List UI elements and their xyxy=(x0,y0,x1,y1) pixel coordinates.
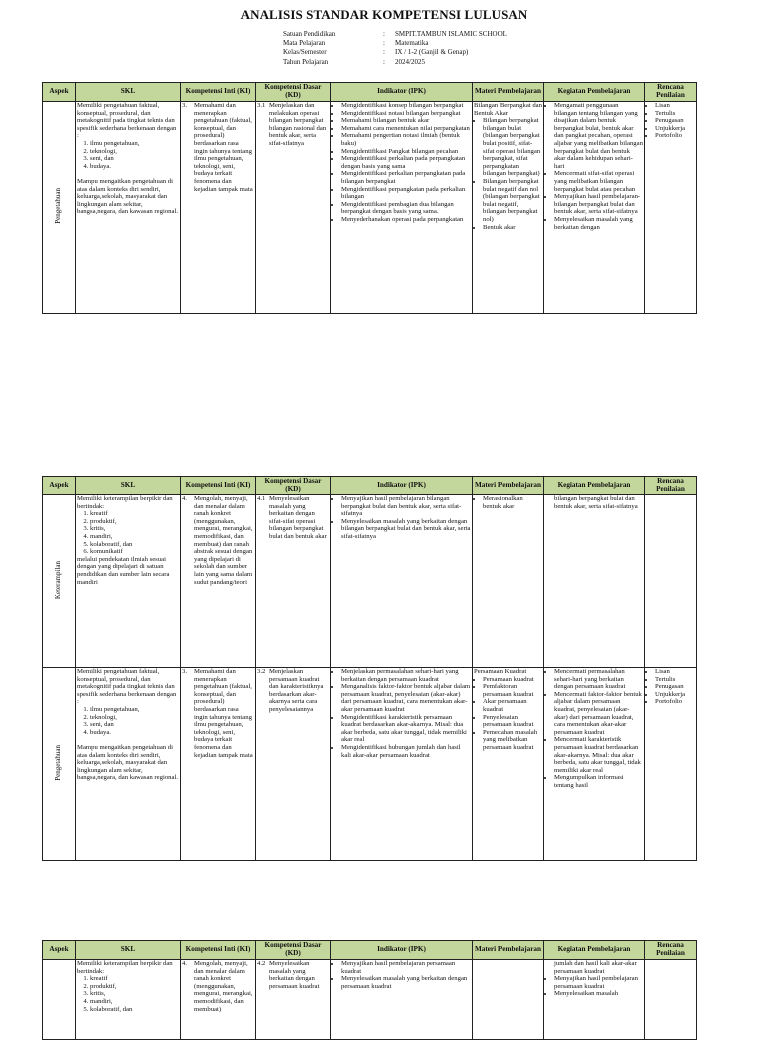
header-kegiatan: Kegiatan Pembelajaran xyxy=(544,477,645,495)
header-kd: Kompetensi Dasar (KD) xyxy=(256,477,331,495)
header-penilaian: Rencana Penilaian xyxy=(645,477,697,495)
aspect-cell: Pengetahuan xyxy=(43,102,76,314)
header-aspek: Aspek xyxy=(43,83,76,102)
skl-table-1 xyxy=(42,82,697,314)
ipk-cell: • Menjelaskan permasalahan sehari-hari yang berkaitan dengan persamaan kuadrat • Menganalisis faktor-faktor bentuk aljabar dalam persamaan kuadrat, penyelesaian (akar-akar) dari persamaan kuadrat, cara menentukan akar-akar persamaan kuadrat • Mengidentifikasi karakteristik persamaan kuadrat berdasarkan akar-akarnya. Misal: dua akar berbeda, satu akar tunggal, tidak memiliki akar real • Mengidentifikasi hubungan jumlah dan hasil kali akar-akar persamaan kuadrat xyxy=(331,668,473,861)
skl-table-2 xyxy=(42,476,697,861)
materi-cell: Bilangan Berpangkat dan Bentuk Akar • Bilangan berpangkat bilangan bulat (bilangan berpangkat bulat positif, sifat-sifat operasi bilangan berpangkat, sifat perpangkatan bilangan berpangkat) • Bilangan berpangkat bulat negatif dan nol (bilangan berpangkat bulat negatif, bilangan berpangkat nol) • Bentuk akar xyxy=(473,102,544,314)
header-kegiatan: Kegiatan Pembelajaran xyxy=(544,941,645,960)
table-header-row xyxy=(43,941,697,960)
meta-row: Kelas/Semester : IX / 1-2 (Ganjil & Genap) xyxy=(283,48,469,57)
kegiatan-cell: jumlah dan hasil kali akar-akar persamaan kuadrat • Menyajikan hasil pembelajaran persamaan kuadrat • Menyelesaikan masalah xyxy=(544,960,645,1040)
table-header-row xyxy=(43,477,697,495)
meta-row: Satuan Pendidikan : SMPIT.TAMBUN ISLAMIC SCHOOL xyxy=(283,30,507,38)
header-skl: SKL xyxy=(76,83,181,102)
header-penilaian: Rencana Penilaian xyxy=(645,941,697,960)
header-kegiatan: Kegiatan Pembelajaran xyxy=(544,83,645,102)
penilaian-cell xyxy=(645,960,697,1040)
skl-table-3 xyxy=(42,940,697,1040)
header-ki: Kompetensi Inti (KI) xyxy=(181,941,256,960)
kd-cell: 4.2 Menyelesaikan masalah yang berkaitan dengan persamaan kuadrat xyxy=(256,960,331,1040)
materi-cell: Persamaan Kuadrat • Persamaan kuadrat • Pemfaktoran persamaan kuadrat • Akar persamaan kuadrat • Penyelesaian persamaan kuadrat • Pemecahan masalah yang melibatkan persamaan kuadrat xyxy=(473,668,544,861)
header-materi: Materi Pembelajaran xyxy=(473,941,544,960)
header-kd: Kompetensi Dasar (KD) xyxy=(256,941,331,960)
header-skl: SKL xyxy=(76,477,181,495)
table-header-row xyxy=(43,83,697,102)
skl-cell: Memiliki keterampilan berpikir dan bertindak: 1. kreatif 2. produktif, 3. kritis, 4. mandiri, 5. kolaboratif, dan xyxy=(76,960,181,1040)
skl-cell: Memiliki pengetahuan faktual, konseptual, prosedural, dan metakognitif pada tingkat teknis dan spesifik sederhana berkenaan dengan : 1. ilmu pengetahuan, 2. teknologi, 3. seni, dan 4. budaya. Mampu mengaitkan pengetahuan di atas dalam konteks diri sendiri, keluarga,sekolah, masyarakat dan lingkungan alam sekitar, bangsa,negara, dan kawasan regional. xyxy=(76,102,181,314)
kegiatan-cell: • Mengamati penggunaan bilangan tentang bilangan yang disajikan dalam bentuk berpangkat bulat, bentuk akar dan pangkat pecahan, operasi aljabar yang melibatkan bilangan berpangkat bulat dan bentuk akar dalam kehidupan sehari-hari • Mencermati sifat-sifat operasi yang melibatkan bilangan berpangkat bulat atau pecahan • Menyajikan hasil pembelajaran-bilangan berpangkat bulat dan bentuk akar, serta sifat-sifatnya • Menyelesaikan masalah yang berkaitan dengan xyxy=(544,102,645,314)
materi-cell xyxy=(473,960,544,1040)
table-row xyxy=(43,102,697,314)
header-ki: Kompetensi Inti (KI) xyxy=(181,83,256,102)
ipk-cell: • Menyajikan hasil pembelajaran persamaan kuadrat • Menyelesaikan masalah yang berkaitan dengan persamaan kuadrat xyxy=(331,960,473,1040)
aspect-cell: Keterampilan xyxy=(43,495,76,668)
table-row xyxy=(43,960,697,1040)
ki-cell: 4. Mengolah, menyaji, dan menalar dalam ranah konkret (menggunakan, mengurai, merangkai, memodifikasi, dan membuat) xyxy=(181,960,256,1040)
header-kd: Kompetensi Dasar (KD) xyxy=(256,83,331,102)
ipk-cell: • Mengidentifikasi konsep bilangan berpangkat • Mengidentifikasi notasi bilangan berpangkat • Memahami bilangan bentuk akar • Memahami cara menentukan nilai perpangkatan • Memahami pengertian notasi ilmiah (bentuk baku) • Mengidentifikasi Pangkat bilangan pecahan • Mengidentifikasi perkalian pada perpangkatan dengan basis yang sama • Mengidentifikasi perkalian perpangkatan pada bilangan berpangkat • Mengidentifikasi perpangkatan pada perkalian bilangan • Mengidentifikasi pembagian dua bilangan berpangkat dengan basis yang sama. • Menyederhanakan operasi pada perpangkatan xyxy=(331,102,473,314)
kegiatan-cell: bilangan berpangkat bulat dan bentuk akar, serta sifat-sifatnya xyxy=(544,495,645,668)
aspect-cell: Pengetahuan xyxy=(43,668,76,861)
skl-cell: Memiliki keterampilan berpikir dan bertindak: 1. kreatif 2. produktif, 3. kritis, 4. mandiri, 5. kolaboratif, dan 6. komunikatif melalui pendekatan ilmiah sesuai dengan yang dipelajari di satuan pendidikan dan sumber lain secara mandiri xyxy=(76,495,181,668)
header-ipk: Indikator (IPK) xyxy=(331,477,473,495)
table-row xyxy=(43,668,697,861)
aspect-cell xyxy=(43,960,76,1040)
header-skl: SKL xyxy=(76,941,181,960)
header-ipk: Indikator (IPK) xyxy=(331,83,473,102)
ipk-cell: • Menyajikan hasil pembelajaran bilangan berpangkat bulat dan bentuk akar, serta sifat-sifatnya • Menyelesaikan masalah yang berkaitan dengan bilangan berpangkat bulat dan bentuk akar, serta sifat-sifatnya xyxy=(331,495,473,668)
materi-cell: • Merasionalkan bentuk akar xyxy=(473,495,544,668)
kd-cell: 3.2 Menjelaskan persamaan kuadrat dan karakteristiknya berdasarkan akar-akarnya serta cara penyelesaiannya xyxy=(256,668,331,861)
ki-cell: 4. Mengolah, menyaji, dan menalar dalam ranah konkret (menggunakan, mengurai, merangkai, memodifikasi, dan membuat) dan ranah abstrak sesuai dengan yang dipelajari di sekolah dan sumber lain yang sama dalam sudut pandang/teori xyxy=(181,495,256,668)
penilaian-cell: • Lisan • Tertulis • Penugasan • Unjukkerja • Portofolio xyxy=(645,102,697,314)
penilaian-cell xyxy=(645,495,697,668)
kd-cell: 3.1 Menjelaskan dan melakukan operasi bilangan berpangkat bilangan rasional dan bentuk akar, serta sifat-sifatnya xyxy=(256,102,331,314)
header-materi: Materi Pembelajaran xyxy=(473,83,544,102)
ki-cell: 3. Memahami dan menerapkan pengetahuan (faktual, konseptual, dan prosedural) berdasarkan rasa ingin tahunya tentang ilmu pengetahuan, teknologi, seni, budaya terkait fenomena dan kejadian tampak mata xyxy=(181,668,256,861)
header-ki: Kompetensi Inti (KI) xyxy=(181,477,256,495)
ki-cell: 3. Memahami dan menerapkan pengetahuan (faktual, konseptual, dan prosedural) berdasarkan rasa ingin tahunya tentang ilmu pengetahuan, teknologi, seni, budaya terkait fenomena dan kejadian tampak mata xyxy=(181,102,256,314)
header-penilaian: Rencana Penilaian xyxy=(645,83,697,102)
header-aspek: Aspek xyxy=(43,941,76,960)
penilaian-cell: • Lisan • Tertulis • Penugasan • Unjukkerja • Portofolio xyxy=(645,668,697,861)
meta-row: Tahun Pelajaran : 2024/2025 xyxy=(283,57,425,66)
document-meta xyxy=(283,30,507,67)
header-ipk: Indikator (IPK) xyxy=(331,941,473,960)
kegiatan-cell: • Mencermati permasalahan sehari-hari yang berkaitan dengan persamaan kuadrat • Mencermati faktor-faktor bentuk aljabar dalam persamaan kuadrat, penyelesaian (akar-akar) dari persamaan kuadrat, cara menentukan akar-akar persamaan kuadrat • Mencermati karakteristik persamaan kuadrat berdasarkan akar-akarnya. Misal: dua akar berbeda, satu akar tunggal, tidak memiliki akar real • Mengumpulkan informasi tentang hasil xyxy=(544,668,645,861)
header-materi: Materi Pembelajaran xyxy=(473,477,544,495)
header-aspek: Aspek xyxy=(43,477,76,495)
document-title: ANALISIS STANDAR KOMPETENSI LULUSAN xyxy=(240,7,528,22)
table-row xyxy=(43,495,697,668)
meta-row: Mata Pelajaran : Matematika xyxy=(283,39,429,48)
skl-cell: Memiliki pengetahuan faktual, konseptual, prosedural, dan metakognitif pada tingkat teknis dan spesifik sederhana berkenaan dengan : 1. ilmu pengetahuan, 2. teknologi, 3. seni, dan 4. budaya. Mampu mengaitkan pengetahuan di atas dalam konteks diri sendiri, keluarga,sekolah, masyarakat dan lingkungan alam sekitar, bangsa,negara, dan kawasan regional. xyxy=(76,668,181,861)
kd-cell: 4.1 Menyelesaikan masalah yang berkaitan dengan sifat-sifat operasi bilangan berpangkat bulat dan bentuk akar xyxy=(256,495,331,668)
